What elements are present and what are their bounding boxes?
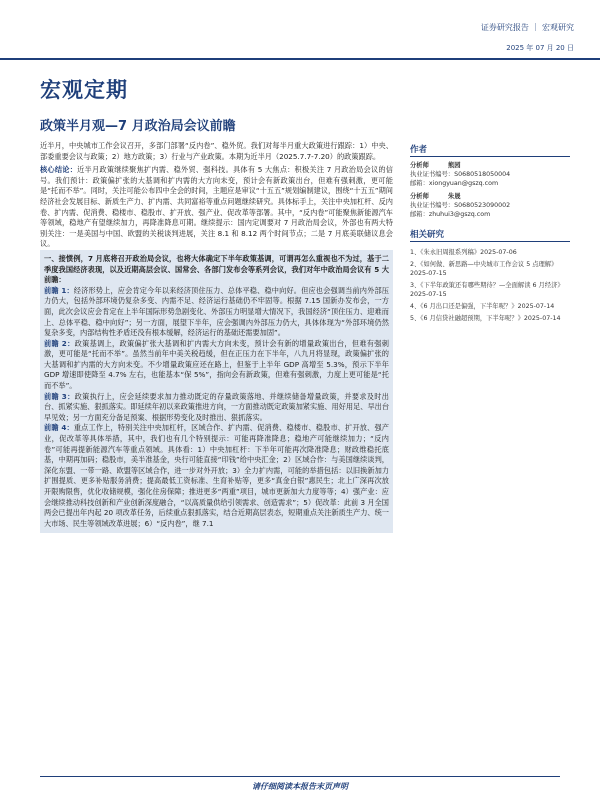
header-divider xyxy=(0,58,600,60)
analyst-title: 分析师 xyxy=(410,193,429,200)
outlook-label: 前瞻 2： xyxy=(44,338,75,348)
outlook-label: 前瞻 4： xyxy=(44,423,74,433)
report-category: 证券研究报告 ｜ 宏观研究 xyxy=(480,23,574,32)
outlook-item xyxy=(44,392,389,424)
core-text: 近半月政策继续聚焦扩内需、稳外贸、强科技。具体有 5 大焦点：积极关注 7 月政治局会议的信号。我们预计：政策偏扩张的大基调和扩内需的大方向未变，预计会有新政策出台，但难有强刺激，更可能是“托而不举”。同时，关注可能公布四中全会的时间，主题应是审议“十五五”规划编制建议，围绕“十五五”期间经济社会发展目标、新质生产力、扩内需、共同富裕等重点问题继续研究。具体标手上，关注中央加杠杆、反内卷、扩内需、促消费、稳楼市、稳股市、扩开放、强产业、促改革等部署。其中，“反内卷”可能聚焦新能源汽车等领域，稳地产有望继续加力，再降准降息可期。继续提示：国内定调要对 7 月政治局会议，外部也有两大特别关注：一是美国与中国、欧盟的关税谈判进展，关注 8.1 和 8.12 两个时间节点；二是 7 月底美联储议息会议。 xyxy=(40,165,393,249)
analyst-email[interactable]: 邮箱：xiongyuan@gszq.com xyxy=(410,180,499,187)
analyst-name: 朱晟 xyxy=(448,193,461,200)
authors-heading: 作者 xyxy=(410,146,570,157)
outlook-text: 重点工作上，特别关注中央加杠杆，区域合作、扩内需、促消费、稳楼市、稳股市、扩开放、强产业，促改革等具体举措，其中，我们也有几个特别提示：可能再降准降息；稳地产可能继续加力；“反内卷”可能再提新能源汽车等重点领域。具体看：1）中央加杠杆：下半年可能再次降准降息；财政维稳托底基，中期再加码；稳股市，美半准基金，央行可能直接“印钱”给中央汇金；2）区域合作：与美国继续谈判，深化东盟、一带一路、欧盟等区域合作，进一步对外开放；3）全力扩内需，可能的举措包括：以旧换新加力扩围提质、更多补贴服务消费；提高最低工资标准、生育补贴等，更多“真金白银”惠民生；北上广深再次放开限购限售，优化收储规模，强化住房保障；推进更多“两重”项目，城市更新加大力度等等；4）强产业：应会继续推动科技创新和产业创新深度融合，“以高质量供给引领需求、创造需求”；5）促改革：此前 3 月全国两会已提出年内起 20 项改革任务，后续重点狠抓落实，结合近期高层表态，短期重点关注新质生产力、统一大市场、民生等领域改革进展；6）“反内卷”，继 7.1 xyxy=(44,423,389,528)
main-column xyxy=(40,141,393,533)
report-date: 2025 年 07 月 20 日 xyxy=(506,44,574,52)
analyst-cert: 执业证书编号：S0680523090002 xyxy=(410,202,511,209)
intro-paragraph: 近半月，中央城市工作会议召开，多部门部署“反内卷”、稳外贸。我们对每半月重大政策进行跟踪：1）中央、部委重要会议与政策；2）地方政策；3）行业与产业政策。本期为近半月（2025.7.7-7.20）的政策跟踪。 xyxy=(40,141,393,161)
footer-disclaimer: 请仔细阅读本报告末页声明 xyxy=(252,782,348,791)
core-label: 核心结论： xyxy=(40,165,78,175)
related-report-link[interactable]: 4、《6 月出口还是偏强，下半年呢？》2025-07-14 xyxy=(410,303,555,310)
outlook-item xyxy=(44,286,389,339)
related-report-link[interactable]: 2、《如何做、新思路—中央城市工作会议 5 点理解》2025-07-15 xyxy=(410,261,558,277)
highlight-box xyxy=(40,250,393,533)
related-heading: 相关研究 xyxy=(410,231,570,242)
analyst-email[interactable]: 邮箱：zhuhui3@gszq.com xyxy=(410,211,491,218)
outlook-text: 政策执行上，应会延续要求加力推动既定的存量政策落地、并继续储备增量政策，并要求及时出台、抓紧实施、狠抓落实。即延续年初以来政策推进方向，一方面推动既定政策加紧实施、用好用足、早出台早见效；另一方面充分备足预案、根据形势变化及时推出、狠抓落实。 xyxy=(44,391,390,422)
footer-divider xyxy=(40,776,560,777)
core-conclusion xyxy=(40,165,393,250)
related-report-link[interactable]: 5、《6 月信贷社融超预期，下半年呢？》2025-07-14 xyxy=(410,315,561,322)
outlook-text: 政策基调上，政策偏扩张大基调和扩内需大方向未变，预计会有新的增量政策出台，但难有强刺激，更可能是“托而不举”。虽然当前年中美关税趋缓，但在正压力在下半年，八九月将显现，政策偏扩张的大基调和扩内需的大方向未变。不少增量政策应还在路上，但鉴于上半年 GDP 高增至 5.3%，预示下半年 GDP 增速即使降至 4.7% 左右，也能基本“保 5%”，指向会有新政策，但难有强刺激，力度上更可能是“托而不举”。 xyxy=(44,338,389,391)
page-subtitle: 政策半月观—7 月政治局会议前瞻 xyxy=(40,119,236,134)
page-title: 宏观定期 xyxy=(40,78,128,102)
analyst-title: 分析师 xyxy=(410,162,429,169)
outlook-item xyxy=(44,423,389,529)
related-report-link[interactable]: 1、《朱永旧周报系列稿》2025-07-06 xyxy=(410,249,517,256)
analyst-card xyxy=(410,161,570,188)
related-report-link[interactable]: 3、《下半年政策还有哪些期待？—全面解读 6 月经济》2025-07-15 xyxy=(410,282,564,298)
analyst-cert: 执业证书编号：S0680518050004 xyxy=(410,171,511,178)
sidebar xyxy=(410,146,570,323)
outlook-label: 前瞻 1： xyxy=(44,285,74,295)
analyst-card xyxy=(410,192,570,219)
outlook-text: 经济形势上，应会肯定今年以来经济顶住压力、总体平稳、稳中向好。但应也会强调当前内外部压力仍大，包括外部环境仍复杂多变、内需不足、经济运行基础仍不牢固等。根据 7.15 国新办发布会，一方面，此次会议应会肯定在上半年国际形势急剧变化、外部压力明显增大情况下，我国经济“顶住压力、迎难而上、总体平稳、稳中向好”；另一方面，展望下半年，应会强调内外部压力仍大，具体体现为“外部环境仍然复杂多变，内部结构性矛盾还没有根本缓解，经济运行的基础还需要加固”。 xyxy=(44,285,389,338)
outlook-label: 前瞻 3： xyxy=(44,391,75,401)
related-list xyxy=(410,248,570,323)
analyst-name: 熊园 xyxy=(448,162,461,169)
outlook-item xyxy=(44,339,389,392)
box-headline: 一、接惯例，7 月底将召开政治局会议，也将大体确定下半年政策基调，可谓再怎么重视也不为过，基于二季度我国经济表现，以及近期高层会议、国常会、各部门发布会等系列会议，我们对年中政治局会议有 5 大前瞻： xyxy=(44,253,389,285)
